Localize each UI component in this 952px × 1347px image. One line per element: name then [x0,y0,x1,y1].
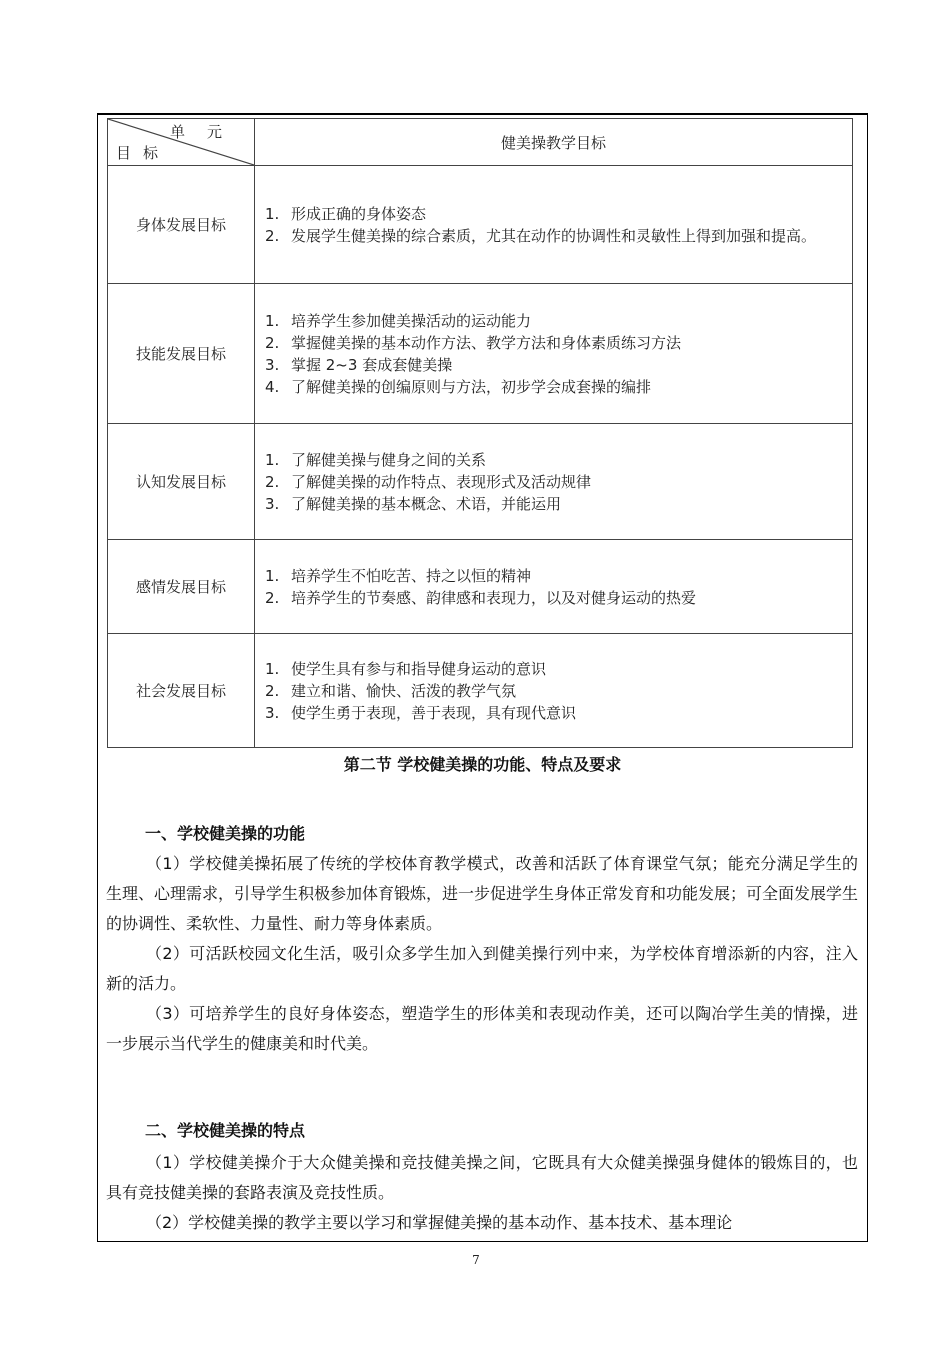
row-items [255,540,853,634]
item-text: 了解健美操的创编原则与方法，初步学会成套操的编排 [291,377,652,396]
paragraph: （2）学校健美操的教学主要以学习和掌握健美操的基本动作、基本技术、基本理论 [146,1213,733,1232]
item-number: 4. [265,377,280,396]
row-label: 认知发展目标 [108,424,255,540]
item-number: 3. [265,355,280,374]
list-item [265,376,846,398]
item-text: 使学生勇于表现，善于表现，具有现代意识 [291,703,577,722]
corner-goal-label: 目标 [116,144,171,162]
list-item [265,203,846,225]
heading-functions: 一、学校健美操的功能 [145,824,306,843]
list-item [265,471,846,493]
list-item [265,587,846,609]
paragraph: （1）学校健美操介于大众健美操和竞技健美操之间，它既具有大众健美操强身健体的锻炼目的，也具有竞技健美操的套路表演及竞技性质。 [106,1153,858,1202]
functions-body [106,849,858,1059]
item-number: 1. [265,311,280,330]
list-item [265,225,846,247]
list-item [265,310,846,332]
corner-cell [108,119,255,166]
list-item [265,332,846,354]
list-item [265,658,846,680]
paragraph: （3）可培养学生的良好身体姿态，塑造学生的形体美和表现动作美，还可以陶冶学生美的情操，进一步展示当代学生的健康美和时代美。 [106,1004,858,1053]
row-label: 技能发展目标 [108,284,255,424]
goals-table [107,118,853,748]
heading-features: 二、学校健美操的特点 [145,1121,306,1140]
item-text: 掌握 2~3 套成套健美操 [291,355,453,374]
row-items [255,166,853,284]
item-number: 3. [265,703,280,722]
paragraph: （1）学校健美操拓展了传统的学校体育教学模式，改善和活跃了体育课堂气氛；能充分满足学生的生理、心理需求，引导学生积极参加体育锻炼，进一步促进学生身体正常发育和功能发展；可全面发展学生的协调性、柔软性、力量性、耐力等身体素质。 [106,854,859,933]
page-number: 7 [472,1253,480,1267]
item-number: 1. [265,659,280,678]
row-items [255,634,853,748]
item-text: 掌握健美操的基本动作方法、教学方法和身体素质练习方法 [291,333,682,352]
item-text: 使学生具有参与和指导健身运动的意识 [291,659,547,678]
list-item [265,565,846,587]
item-text: 建立和谐、愉快、活泼的教学气氛 [291,681,517,700]
item-text: 培养学生参加健美操活动的运动能力 [291,311,532,330]
item-number: 1. [265,450,280,469]
item-text: 了解健美操的基本概念、术语，并能运用 [291,494,562,513]
item-text: 了解健美操与健身之间的关系 [291,450,487,469]
list-item [265,702,846,724]
table-row [108,540,853,634]
goals-header: 健美操教学目标 [255,119,853,166]
row-items [255,424,853,540]
row-items [255,284,853,424]
item-number: 2. [265,333,280,352]
row-label: 感情发展目标 [108,540,255,634]
table-row [108,634,853,748]
item-number: 1. [265,204,280,223]
item-number: 3. [265,494,280,513]
item-text: 形成正确的身体姿态 [291,204,427,223]
corner-unit-label: 单元 [169,123,244,141]
item-text: 培养学生的节奏感、韵律感和表现力，以及对健身运动的热爱 [291,588,697,607]
section-title: 第二节 学校健美操的功能、特点及要求 [343,755,622,774]
item-number: 2. [265,681,280,700]
item-number: 2. [265,472,280,491]
row-label: 身体发展目标 [108,166,255,284]
table-row [108,284,853,424]
row-label: 社会发展目标 [108,634,255,748]
table-row [108,424,853,540]
table-row [108,166,853,284]
list-item [265,493,846,515]
item-text: 了解健美操的动作特点、表现形式及活动规律 [291,472,592,491]
list-item [265,449,846,471]
item-number: 2. [265,588,280,607]
item-number: 1. [265,566,280,585]
item-number: 2. [265,226,280,245]
item-text: 发展学生健美操的综合素质，尤其在动作的协调性和灵敏性上得到加强和提高。 [291,226,817,245]
list-item [265,354,846,376]
paragraph: （2）可活跃校园文化生活，吸引众多学生加入到健美操行列中来，为学校体育增添新的内容，注入新的活力。 [106,944,858,993]
list-item [265,680,846,702]
features-body [106,1148,858,1238]
item-text: 培养学生不怕吃苦、持之以恒的精神 [291,566,532,585]
table-header-row [108,119,853,166]
